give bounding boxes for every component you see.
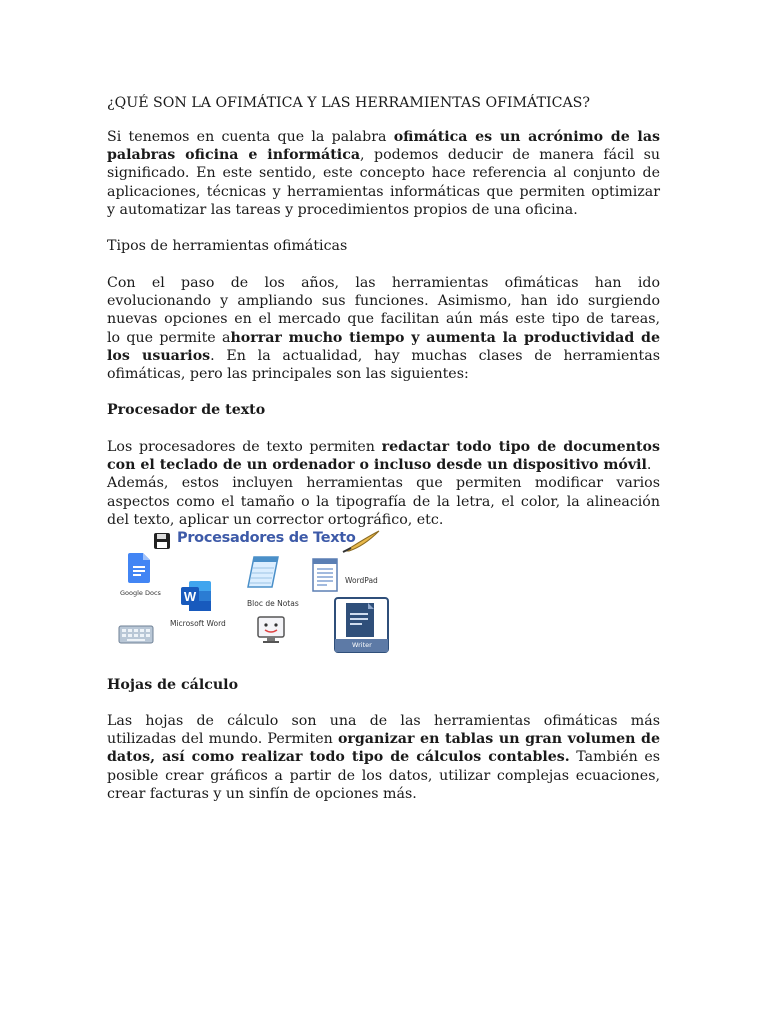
wordpad-icon: [312, 558, 338, 592]
types-line: Con el paso de los años, las herramientas ofimáticas han ido: [107, 275, 660, 291]
wordpad-label: WordPad: [345, 576, 378, 585]
procesador-text: Los procesadores de texto permiten: [107, 439, 382, 455]
intro-paragraph: [107, 128, 660, 219]
intro-line: aplicaciones, técnicas y herramientas informáticas que permiten optimizar: [107, 183, 660, 200]
procesador-text: .: [646, 457, 652, 474]
microsoft-word-icon: [179, 579, 213, 613]
procesador-line: Además, estos incluyen herramientas que permiten modificar varios: [107, 475, 660, 492]
smiling-monitor-icon: [256, 615, 286, 645]
intro-bold: palabras oficina e informática: [107, 147, 361, 164]
procesador-bold: redactar todo tipo de documentos: [381, 439, 660, 455]
procesador-line: aspectos como el tamaño o la tipografía de la letra, el color, la alineación: [107, 493, 660, 510]
hojas-text: También es: [569, 749, 660, 766]
hojas-paragraph: [107, 712, 660, 803]
types-bold: los usuarios: [107, 347, 211, 364]
intro-bold: ofimática es un acrónimo de las: [393, 129, 660, 145]
procesador-line: [107, 456, 660, 474]
google-docs-label: Google Docs: [120, 589, 161, 597]
types-paragraph: [107, 274, 660, 383]
hojas-text: utilizadas del mundo. Permiten: [107, 731, 338, 748]
intro-line: y automatizar las tareas y procedimientos propios de una oficina.: [107, 201, 578, 218]
hojas-line: [107, 730, 660, 748]
hojas-line: crear facturas y un sinfín de opciones más.: [107, 785, 417, 802]
google-docs-icon: [128, 553, 150, 583]
intro-text: Si tenemos en cuenta que la palabra: [107, 129, 394, 145]
writer-label: Writer: [352, 641, 372, 649]
section-heading-hojas: Hojas de cálculo: [107, 677, 239, 693]
procesador-line: del texto, aplicar un corrector ortográfico, etc.: [107, 511, 444, 528]
types-line: nuevas opciones en el mercado que facilitan aún más este tipo de tareas,: [107, 311, 660, 328]
hojas-bold: organizar en tablas un gran volumen de: [337, 731, 660, 748]
intro-line: [107, 146, 660, 164]
types-text: lo que permite a: [107, 329, 231, 346]
microsoft-word-label: Microsoft Word: [170, 619, 226, 628]
types-line: [107, 347, 660, 365]
procesadores-de-texto-figure: [107, 529, 391, 654]
page-title: ¿QUÉ SON LA OFIMÁTICA Y LAS HERRAMIENTAS OFIMÁTICAS?: [107, 95, 591, 111]
procesador-bold: con el teclado de un ordenador o incluso desde un dispositivo móvil: [107, 457, 647, 474]
section-heading-procesador: Procesador de texto: [107, 402, 266, 418]
hojas-line: [107, 748, 660, 766]
types-heading: Tipos de herramientas ofimáticas: [107, 238, 348, 254]
hojas-bold: datos, así como realizar todo tipo de cálculos contables.: [107, 749, 570, 766]
procesador-line: [107, 438, 660, 456]
hojas-line: posible crear gráficos a partir de los datos, utilizar complejas ecuaciones,: [107, 767, 660, 784]
types-line: ofimáticas, pero las principales son las siguientes:: [107, 366, 469, 383]
svg-text:W: W: [183, 589, 197, 604]
keyboard-icon: [118, 621, 154, 645]
types-line: [107, 329, 660, 347]
bloc-de-notas-label: Bloc de Notas: [247, 599, 299, 608]
notepad-icon: [244, 553, 282, 591]
intro-line: significado. En este sentido, este concepto hace referencia al conjunto de: [107, 165, 660, 182]
types-bold: horrar mucho tiempo y aumenta la productividad de: [230, 329, 660, 346]
floppy-disk-icon: [153, 532, 171, 550]
intro-line: [107, 128, 660, 146]
procesador-paragraph: [107, 438, 660, 529]
figure-title: Procesadores de Texto: [177, 530, 356, 546]
quill-pen-icon: [341, 529, 381, 553]
types-text: . En la actualidad, hay muchas clases de herramientas: [210, 347, 660, 364]
hojas-line: Las hojas de cálculo son una de las herramientas ofimáticas más: [107, 713, 660, 729]
types-line: evolucionando y ampliando sus funciones. Asimismo, han ido surgiendo: [107, 293, 660, 310]
intro-text: , podemos deducir de manera fácil su: [360, 147, 660, 164]
